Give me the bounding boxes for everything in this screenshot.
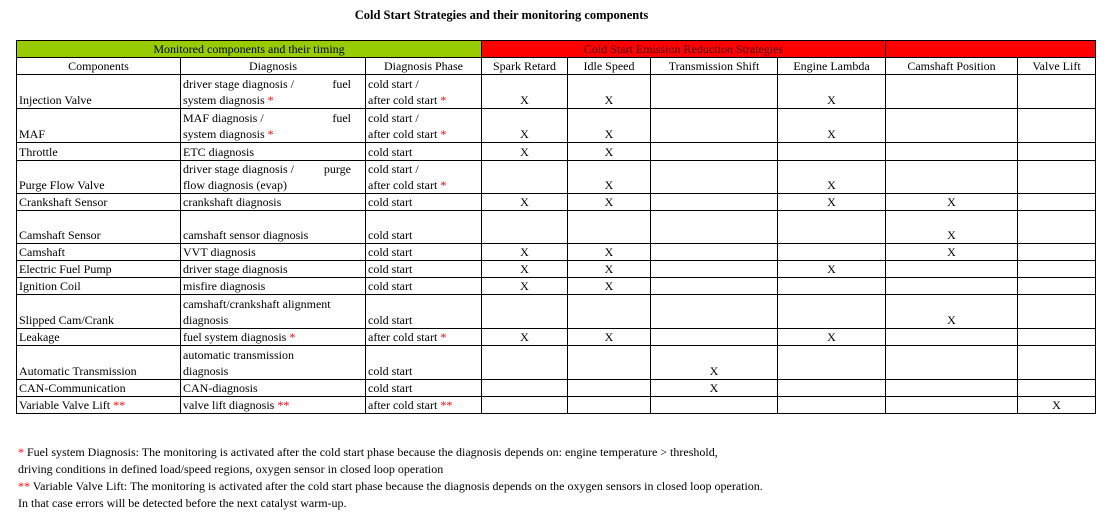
- component-cell: [17, 261, 181, 278]
- strategy-mark-cell: [778, 397, 886, 414]
- component-cell: [17, 194, 181, 211]
- strategy-mark-cell: X: [778, 329, 886, 346]
- diagnosis-text: system diagnosis: [183, 127, 265, 141]
- strategy-mark-cell: [482, 211, 568, 244]
- phase-cell: [366, 161, 482, 194]
- strategy-mark-cell: X: [568, 161, 651, 194]
- phase-text: cold start: [368, 313, 413, 327]
- diagnosis-cell: [181, 261, 366, 278]
- component-name: MAF: [19, 127, 46, 141]
- table-row: [17, 346, 1096, 380]
- component-name: Camshaft: [19, 245, 65, 259]
- column-header: Engine Lambda: [778, 58, 886, 75]
- diagnosis-text: purge: [323, 162, 351, 176]
- component-name: Injection Valve: [19, 93, 92, 107]
- phase-cell: [366, 397, 482, 414]
- strategy-mark-cell: [886, 329, 1018, 346]
- phase-cell: [366, 261, 482, 278]
- strategy-mark-cell: [778, 346, 886, 380]
- strategy-mark-cell: [1018, 261, 1096, 278]
- strategy-mark-cell: [1018, 143, 1096, 161]
- diagnosis-text: driver stage diagnosis: [183, 262, 288, 276]
- phase-text: cold start: [368, 279, 413, 293]
- diagnosis-text: ETC diagnosis: [183, 145, 254, 159]
- column-header: Components: [17, 58, 181, 75]
- phase-text: cold start: [368, 228, 413, 242]
- table-row: [17, 75, 1096, 109]
- diagnosis-text: crankshaft diagnosis: [183, 195, 282, 209]
- component-name: Electric Fuel Pump: [19, 262, 112, 276]
- column-header: Diagnosis: [181, 58, 366, 75]
- phase-cell: [366, 346, 482, 380]
- footnote-2-line-2: In that case errors will be detected before the next catalyst warm-up.: [18, 496, 347, 510]
- strategy-mark-cell: X: [886, 211, 1018, 244]
- group-header-monitored: Monitored components and their timing: [17, 41, 482, 58]
- strategy-mark-cell: X: [482, 329, 568, 346]
- diagnosis-cell: [181, 194, 366, 211]
- star-mark: *: [289, 330, 296, 344]
- diagnosis-text: flow diagnosis (evap): [183, 178, 287, 192]
- strategy-mark-cell: [1018, 211, 1096, 244]
- diagnosis-text: misfire diagnosis: [183, 279, 266, 293]
- component-cell: [17, 75, 181, 109]
- phase-text: cold start: [368, 364, 413, 378]
- strategy-mark-cell: [886, 346, 1018, 380]
- phase-text: cold start: [368, 145, 413, 159]
- diagnosis-cell: [181, 346, 366, 380]
- diagnosis-text: system diagnosis: [183, 93, 265, 107]
- strategy-mark-cell: [651, 75, 778, 109]
- phase-text: cold start: [368, 381, 413, 395]
- phase-text: cold start: [368, 262, 413, 276]
- strategy-mark-cell: [568, 397, 651, 414]
- column-header: Spark Retard: [482, 58, 568, 75]
- component-cell: [17, 109, 181, 143]
- strategy-mark-cell: [482, 397, 568, 414]
- strategy-mark-cell: [1018, 329, 1096, 346]
- diagnosis-text: camshaft/crankshaft alignment: [183, 297, 331, 311]
- footnotes: [18, 444, 1098, 512]
- diagnosis-cell: [181, 278, 366, 295]
- phase-cell: [366, 329, 482, 346]
- strategy-mark-cell: X: [886, 295, 1018, 329]
- strategy-mark-cell: X: [482, 109, 568, 143]
- strategy-mark-cell: [1018, 109, 1096, 143]
- component-name: Throttle: [19, 145, 58, 159]
- phase-text: after cold start: [368, 398, 438, 412]
- column-header: Transmission Shift: [651, 58, 778, 75]
- strategy-mark-cell: X: [568, 261, 651, 278]
- strategy-mark-cell: [1018, 161, 1096, 194]
- page-title: [0, 8, 1107, 23]
- strategy-mark-cell: X: [482, 143, 568, 161]
- component-cell: [17, 397, 181, 414]
- table-row: [17, 194, 1096, 211]
- strategy-mark-cell: X: [482, 194, 568, 211]
- component-name: Slipped Cam/Crank: [19, 313, 114, 327]
- strategy-mark-cell: X: [568, 75, 651, 109]
- strategy-mark-cell: X: [482, 75, 568, 109]
- diagnosis-cell: [181, 161, 366, 194]
- strategy-mark-cell: [886, 278, 1018, 295]
- table-row: [17, 278, 1096, 295]
- diagnosis-text: driver stage diagnosis /: [183, 77, 294, 91]
- strategy-mark-cell: X: [886, 194, 1018, 211]
- strategy-mark-cell: X: [651, 380, 778, 397]
- column-header: Idle Speed: [568, 58, 651, 75]
- strategy-mark-cell: X: [778, 161, 886, 194]
- star-mark: *: [440, 93, 447, 107]
- diagnosis-text: CAN-diagnosis: [183, 381, 258, 395]
- diagnosis-text: diagnosis: [183, 364, 229, 378]
- phase-text: after cold start: [368, 178, 438, 192]
- strategy-mark-cell: X: [568, 194, 651, 211]
- strategy-mark-cell: X: [886, 244, 1018, 261]
- phase-cell: [366, 244, 482, 261]
- phase-text: after cold start: [368, 127, 438, 141]
- component-name: Variable Valve Lift: [19, 398, 111, 412]
- star-mark: **: [113, 398, 126, 412]
- star-mark: *: [267, 127, 274, 141]
- diagnosis-text: diagnosis: [183, 313, 229, 327]
- footnote-text: Fuel system Diagnosis: The monitoring is activated after the cold start phase because the diagnosis depends on: engine temperature > threshold,: [24, 445, 718, 459]
- strategy-mark-cell: [651, 295, 778, 329]
- strategy-mark-cell: X: [1018, 397, 1096, 414]
- column-header-row: [17, 58, 1096, 75]
- component-cell: [17, 143, 181, 161]
- strategy-mark-cell: [778, 143, 886, 161]
- column-header: Diagnosis Phase: [366, 58, 482, 75]
- diagnosis-cell: [181, 329, 366, 346]
- diagnosis-cell: [181, 75, 366, 109]
- strategy-mark-cell: [568, 295, 651, 329]
- component-name: Automatic Transmission: [19, 364, 137, 378]
- table-row: [17, 109, 1096, 143]
- footnote-1-line-2: driving conditions in defined load/speed regions, oxygen sensor in closed loop operation: [18, 462, 444, 476]
- table-row: [17, 211, 1096, 244]
- strategy-mark-cell: [778, 380, 886, 397]
- diagnosis-cell: [181, 380, 366, 397]
- star-mark: *: [440, 330, 447, 344]
- table-row: [17, 380, 1096, 397]
- column-header: Valve Lift: [1018, 58, 1096, 75]
- group-header-row: [17, 41, 1096, 58]
- strategy-mark-cell: [651, 244, 778, 261]
- strategy-mark-cell: [651, 329, 778, 346]
- strategy-mark-cell: [651, 278, 778, 295]
- diagnosis-text: VVT diagnosis: [183, 245, 256, 259]
- phase-text: cold start: [368, 195, 413, 209]
- component-cell: [17, 295, 181, 329]
- component-name: Camshaft Sensor: [19, 228, 101, 242]
- strategy-mark-cell: X: [778, 261, 886, 278]
- diagnosis-cell: [181, 397, 366, 414]
- strategy-mark-cell: [886, 75, 1018, 109]
- diagnosis-text: MAF diagnosis /: [183, 111, 264, 125]
- component-cell: [17, 278, 181, 295]
- table-row: [17, 329, 1096, 346]
- strategy-mark-cell: [778, 278, 886, 295]
- strategy-mark-cell: [568, 380, 651, 397]
- phase-cell: [366, 380, 482, 397]
- strategy-mark-cell: [1018, 295, 1096, 329]
- strategy-mark-cell: X: [482, 244, 568, 261]
- component-name: Crankshaft Sensor: [19, 195, 108, 209]
- footnote-text: Variable Valve Lift: The monitoring is activated after the cold start phase because the diagnosis depends on the oxygen sensors in closed loop operation.: [30, 479, 763, 493]
- component-name: Ignition Coil: [19, 279, 81, 293]
- phase-text: cold start: [368, 245, 413, 259]
- strategy-mark-cell: [651, 143, 778, 161]
- component-cell: [17, 380, 181, 397]
- phase-text: cold start /: [368, 77, 419, 91]
- star-mark: *: [440, 178, 447, 192]
- strategy-mark-cell: X: [778, 75, 886, 109]
- table-row: [17, 143, 1096, 161]
- phase-cell: [366, 194, 482, 211]
- component-cell: [17, 244, 181, 261]
- title-text: Cold Start Strategies and their monitoring components: [354, 8, 649, 22]
- group-header-strategies: Cold Start Emission Reduction Strategies: [482, 41, 886, 58]
- diagnosis-text: fuel: [332, 77, 351, 91]
- strategy-mark-cell: [482, 161, 568, 194]
- strategy-mark-cell: [568, 346, 651, 380]
- strategy-mark-cell: [1018, 194, 1096, 211]
- phase-cell: [366, 143, 482, 161]
- strategy-mark-cell: X: [568, 109, 651, 143]
- diagnosis-cell: [181, 295, 366, 329]
- strategy-mark-cell: [886, 143, 1018, 161]
- diagnosis-text: fuel: [332, 111, 351, 125]
- diagnosis-cell: [181, 244, 366, 261]
- group-header-strategies-extension: [886, 41, 1096, 58]
- strategy-mark-cell: [1018, 278, 1096, 295]
- strategy-mark-cell: X: [568, 278, 651, 295]
- star-mark: **: [440, 398, 453, 412]
- diagnosis-cell: [181, 143, 366, 161]
- diagnosis-cell: [181, 109, 366, 143]
- component-cell: [17, 329, 181, 346]
- star-mark: *: [267, 93, 274, 107]
- footnote-star: **: [18, 479, 30, 493]
- component-cell: [17, 211, 181, 244]
- strategy-mark-cell: [886, 397, 1018, 414]
- strategy-mark-cell: X: [778, 194, 886, 211]
- phase-text: after cold start: [368, 330, 438, 344]
- phase-text: cold start /: [368, 162, 419, 176]
- footnote-2-line-1: [18, 478, 1098, 495]
- strategy-mark-cell: [1018, 244, 1096, 261]
- component-name: CAN-Communication: [19, 381, 126, 395]
- strategy-mark-cell: [1018, 380, 1096, 397]
- phase-cell: [366, 109, 482, 143]
- strategy-mark-cell: X: [568, 143, 651, 161]
- diagnosis-text: automatic transmission: [183, 348, 294, 362]
- component-cell: [17, 161, 181, 194]
- footnote-star: *: [18, 445, 24, 459]
- diagnosis-text: valve lift diagnosis: [183, 398, 275, 412]
- table-row: [17, 397, 1096, 414]
- component-name: Leakage: [19, 330, 60, 344]
- strategy-mark-cell: [886, 380, 1018, 397]
- strategy-mark-cell: [482, 346, 568, 380]
- strategy-mark-cell: [1018, 346, 1096, 380]
- phase-cell: [366, 278, 482, 295]
- strategy-mark-cell: X: [568, 244, 651, 261]
- component-name: Purge Flow Valve: [19, 178, 105, 192]
- strategy-mark-cell: [778, 295, 886, 329]
- column-header: Camshaft Position: [886, 58, 1018, 75]
- strategy-mark-cell: X: [778, 109, 886, 143]
- strategy-mark-cell: [651, 161, 778, 194]
- strategy-mark-cell: [482, 380, 568, 397]
- diagnosis-text: fuel system diagnosis: [183, 330, 287, 344]
- table-row: [17, 161, 1096, 194]
- phase-text: after cold start: [368, 93, 438, 107]
- phase-text: cold start /: [368, 111, 419, 125]
- strategy-mark-cell: [651, 211, 778, 244]
- strategy-table: [16, 40, 1096, 414]
- strategy-mark-cell: [651, 397, 778, 414]
- strategy-mark-cell: [651, 194, 778, 211]
- strategy-mark-cell: X: [568, 329, 651, 346]
- strategy-mark-cell: [886, 161, 1018, 194]
- phase-cell: [366, 75, 482, 109]
- star-mark: *: [440, 127, 447, 141]
- component-cell: [17, 346, 181, 380]
- strategy-mark-cell: [482, 295, 568, 329]
- star-mark: **: [277, 398, 290, 412]
- phase-cell: [366, 211, 482, 244]
- table-row: [17, 261, 1096, 278]
- strategy-mark-cell: X: [651, 346, 778, 380]
- table-row: [17, 295, 1096, 329]
- strategy-mark-cell: X: [482, 278, 568, 295]
- strategy-mark-cell: [778, 244, 886, 261]
- strategy-mark-cell: [568, 211, 651, 244]
- diagnosis-text: camshaft sensor diagnosis: [183, 228, 309, 242]
- table-row: [17, 244, 1096, 261]
- strategy-mark-cell: [886, 261, 1018, 278]
- strategy-mark-cell: [1018, 75, 1096, 109]
- strategy-mark-cell: [886, 109, 1018, 143]
- diagnosis-cell: [181, 211, 366, 244]
- strategy-mark-cell: [651, 109, 778, 143]
- footnote-1-line-1: [18, 444, 1098, 461]
- strategy-mark-cell: [778, 211, 886, 244]
- strategy-mark-cell: [651, 261, 778, 278]
- strategy-mark-cell: X: [482, 261, 568, 278]
- diagnosis-text: driver stage diagnosis /: [183, 162, 294, 176]
- phase-cell: [366, 295, 482, 329]
